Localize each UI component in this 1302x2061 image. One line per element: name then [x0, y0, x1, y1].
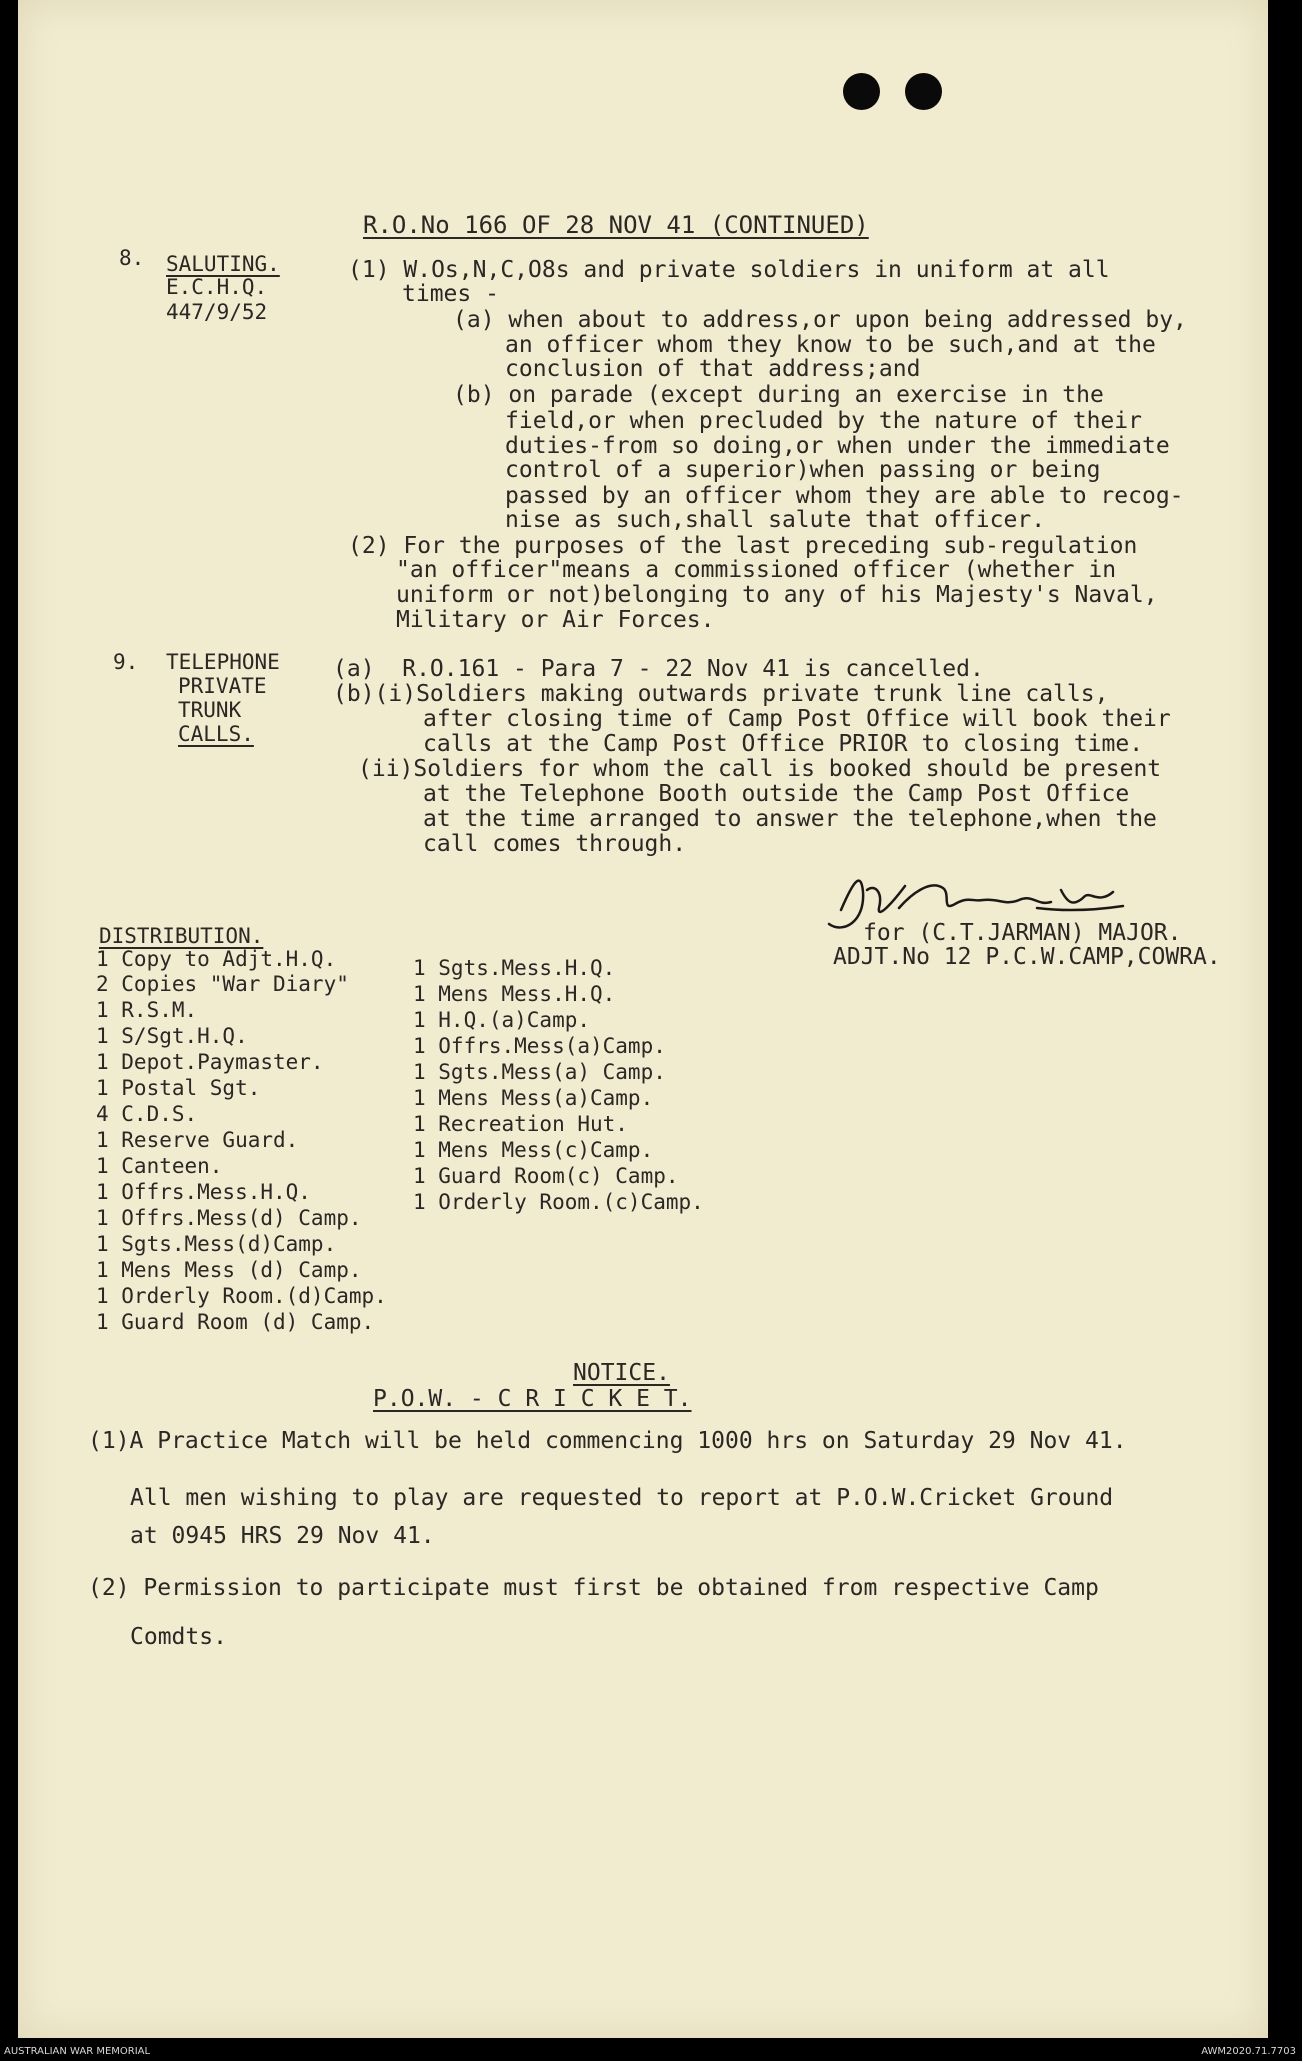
- document-page: [18, 0, 1268, 2038]
- distribution-item: 1 Offrs.Mess.H.Q.: [96, 1180, 311, 1204]
- notice-line: Comdts.: [130, 1624, 227, 1650]
- footer-credit: AUSTRALIAN WAR MEMORIAL: [4, 2046, 151, 2057]
- section-8-title: SALUTING.: [166, 252, 280, 276]
- telephone-line: after closing time of Camp Post Office will book their: [423, 706, 1171, 732]
- telephone-line: at the Telephone Booth outside the Camp Post Office: [423, 781, 1130, 807]
- distribution-item: 1 Offrs.Mess(a)Camp.: [413, 1034, 666, 1058]
- telephone-line: (a) R.O.161 - Para 7 - 22 Nov 41 is cancelled.: [333, 656, 984, 682]
- notice-line: at 0945 HRS 29 Nov 41.: [130, 1523, 435, 1549]
- section-8-ref: 447/9/52: [166, 300, 268, 324]
- footer-reference: AWM2020.71.7703: [1201, 2046, 1296, 2057]
- telephone-line: (ii)Soldiers for whom the call is booked should be present: [358, 756, 1162, 782]
- saluting-line: Military or Air Forces.: [396, 607, 715, 633]
- saluting-line: "an officer"means a commissioned officer (whether in: [396, 557, 1117, 583]
- saluting-line: conclusion of that address;and: [505, 356, 921, 382]
- distribution-item: 1 Copy to Adjt.H.Q.: [96, 947, 337, 971]
- saluting-line: (b) on parade (except during an exercise in the: [453, 382, 1104, 408]
- distribution-item: 1 Sgts.Mess.H.Q.: [413, 956, 616, 980]
- document-heading: R.O.No 166 OF 28 NOV 41 (CONTINUED): [363, 211, 869, 239]
- distribution-item: 1 Orderly Room.(c)Camp.: [413, 1190, 704, 1214]
- distribution-item: 1 Recreation Hut.: [413, 1112, 628, 1136]
- punch-hole: [905, 73, 942, 110]
- distribution-item: 1 Reserve Guard.: [96, 1128, 299, 1152]
- saluting-line: (2) For the purposes of the last preceding sub-regulation: [348, 533, 1138, 559]
- saluting-line: (1) W.Os,N,C,O8s and private soldiers in uniform at all: [348, 257, 1110, 283]
- distribution-title: DISTRIBUTION.: [99, 924, 264, 948]
- distribution-item: 1 Depot.Paymaster.: [96, 1050, 324, 1074]
- notice-subtitle: P.O.W. - C R I C K E T.: [373, 1386, 692, 1412]
- saluting-line: control of a superior)when passing or being: [505, 457, 1101, 483]
- distribution-item: 2 Copies "War Diary": [96, 972, 349, 996]
- distribution-item: 1 Postal Sgt.: [96, 1076, 261, 1100]
- telephone-line: (b)(i)Soldiers making outwards private trunk line calls,: [333, 681, 1109, 707]
- saluting-line: uniform or not)belonging to any of his Majesty's Naval,: [396, 582, 1158, 608]
- punch-hole: [843, 73, 880, 110]
- notice-line: (1)A Practice Match will be held commencing 1000 hrs on Saturday 29 Nov 41.: [88, 1428, 1127, 1454]
- section-9-title: TRUNK: [178, 698, 242, 722]
- distribution-item: 1 Mens Mess.H.Q.: [413, 982, 616, 1006]
- distribution-item: 1 Guard Room(c) Camp.: [413, 1164, 679, 1188]
- saluting-line: an officer whom they know to be such,and at the: [505, 332, 1156, 358]
- section-8-number: 8.: [119, 246, 145, 270]
- telephone-line: call comes through.: [423, 831, 687, 857]
- saluting-line: field,or when precluded by the nature of their: [505, 408, 1142, 434]
- distribution-item: 1 R.S.M.: [96, 998, 198, 1022]
- saluting-line: passed by an officer whom they are able to recog-: [505, 483, 1184, 509]
- section-9-title: PRIVATE: [178, 674, 267, 698]
- notice-title: NOTICE.: [573, 1360, 670, 1386]
- distribution-item: 1 Canteen.: [96, 1154, 223, 1178]
- telephone-line: calls at the Camp Post Office PRIOR to closing time.: [423, 731, 1144, 757]
- saluting-line: (a) when about to address,or upon being addressed by,: [453, 307, 1187, 333]
- distribution-item: 1 S/Sgt.H.Q.: [96, 1024, 248, 1048]
- distribution-item: 1 Orderly Room.(d)Camp.: [96, 1284, 387, 1308]
- distribution-item: 1 Guard Room (d) Camp.: [96, 1310, 375, 1334]
- distribution-item: 4 C.D.S.: [96, 1102, 198, 1126]
- signature-title-line: ADJT.No 12 P.C.W.CAMP,COWRA.: [833, 944, 1221, 970]
- distribution-item: 1 Mens Mess(c)Camp.: [413, 1138, 654, 1162]
- section-8-ref: E.C.H.Q.: [166, 275, 268, 299]
- notice-line: (2) Permission to participate must first be obtained from respective Camp: [88, 1575, 1099, 1601]
- section-9-title: TELEPHONE: [166, 650, 280, 674]
- saluting-line: duties-from so doing,or when under the immediate: [505, 433, 1170, 459]
- distribution-item: 1 Offrs.Mess(d) Camp.: [96, 1206, 362, 1230]
- distribution-item: 1 Mens Mess(a)Camp.: [413, 1086, 654, 1110]
- notice-line: All men wishing to play are requested to report at P.O.W.Cricket Ground: [130, 1485, 1114, 1511]
- distribution-item: 1 Mens Mess (d) Camp.: [96, 1258, 362, 1282]
- section-9-title: CALLS.: [178, 722, 254, 746]
- distribution-item: 1 Sgts.Mess(d)Camp.: [96, 1232, 337, 1256]
- telephone-line: at the time arranged to answer the telephone,when the: [423, 806, 1157, 832]
- signature-for-line: for (C.T.JARMAN) MAJOR.: [863, 920, 1182, 946]
- saluting-line: times -: [402, 281, 499, 307]
- section-9-number: 9.: [113, 650, 139, 674]
- saluting-line: nise as such,shall salute that officer.: [505, 507, 1046, 533]
- distribution-item: 1 Sgts.Mess(a) Camp.: [413, 1060, 666, 1084]
- distribution-item: 1 H.Q.(a)Camp.: [413, 1008, 591, 1032]
